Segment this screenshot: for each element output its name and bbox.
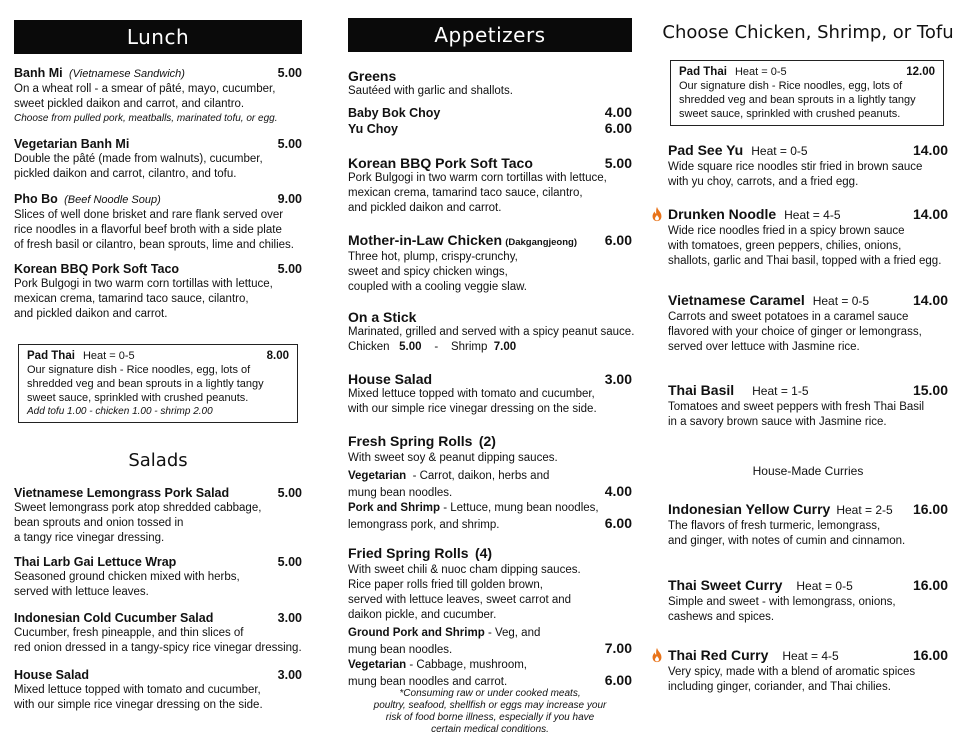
item-desc: and pickled daikon and carrot.: [14, 308, 168, 320]
food-safety-disclaimer: [348, 688, 632, 736]
item-name: Pad Thai: [679, 66, 727, 78]
item-desc: Three hot, plump, crispy-crunchy,: [348, 251, 518, 263]
item-count: (4): [474, 545, 493, 561]
item-price: 6.00: [604, 232, 632, 248]
disclaimer-line: risk of food borne illness, especially if you have: [385, 712, 595, 723]
item-desc: Sautéed with garlic and shallots.: [348, 85, 513, 97]
pad-thai-main-box: [670, 60, 944, 126]
item-desc: served over lettuce with Jasmine rice.: [668, 341, 860, 353]
item-desc: pickled daikon and carrot, cilantro, and tofu.: [14, 168, 237, 180]
item-heat: Heat = 0-5: [751, 144, 808, 158]
chicken-label: Chicken: [348, 341, 390, 353]
item-price: 8.00: [266, 350, 289, 362]
item-price: 12.00: [906, 66, 935, 78]
item-price: 5.00: [277, 137, 302, 151]
menu-item-lemongrass-pork-salad: [14, 486, 302, 546]
option-name: Pork and Shrimp: [348, 502, 441, 514]
item-desc: sweet sauce, sprinkled with crushed peanuts.: [679, 108, 901, 120]
item-name: Pad See Yu: [668, 142, 744, 158]
menu-item-mother-in-law-chicken: [348, 233, 632, 295]
option-name: Baby Bok Choy: [348, 106, 441, 120]
item-desc: Marinated, grilled and served with a spicy peanut sauce.: [348, 326, 635, 338]
item-name: Pho Bo: [14, 192, 58, 206]
item-name: Banh Mi: [14, 66, 63, 80]
item-note: Choose from pulled pork, meatballs, marinated tofu, or egg.: [14, 113, 278, 124]
item-desc: served with lettuce leaves, sweet carrot and: [348, 594, 572, 606]
item-heat: Heat = 0-5: [812, 294, 870, 308]
item-desc: of fresh basil or cilantro, bean sprouts, lime and chilies.: [14, 239, 294, 251]
menu-item-on-a-stick: [348, 309, 635, 355]
option-price: 6.00: [604, 515, 632, 531]
item-desc: mexican crema, tamarind taco sauce, cilantro,: [348, 187, 583, 199]
item-name: Vegetarian Banh Mi: [14, 137, 130, 151]
item-desc: Double the pâté (made from walnuts), cucumber,: [14, 153, 263, 165]
menu-item-larb-gai: [14, 555, 302, 600]
option-desc: - Cabbage, mushroom,: [409, 659, 527, 671]
fried-veg-line: [348, 658, 632, 673]
item-desc: Our signature dish - Rice noodles, egg, lots of: [679, 80, 903, 92]
item-desc: and ginger, with notes of cumin and cinnamon.: [668, 535, 906, 547]
item-desc: in a savory brown sauce with Jasmine rice.: [668, 416, 887, 428]
item-desc: Pork Bulgogi in two warm corn tortillas with lettuce,: [348, 172, 607, 184]
item-name: Fresh Spring Rolls: [348, 433, 473, 449]
item-desc: Sweet lemongrass pork atop shredded cabbage,: [14, 502, 262, 514]
menu-item-greens: [348, 69, 632, 137]
item-desc: Pork Bulgogi in two warm corn tortillas with lettuce,: [14, 278, 273, 290]
curries-heading: House-Made Curries: [752, 464, 864, 478]
item-price: 14.00: [912, 142, 948, 158]
menu-item-pad-see-yu: [668, 143, 948, 190]
item-desc: Seasoned ground chicken mixed with herbs,: [14, 571, 240, 583]
item-price: 3.00: [604, 371, 632, 387]
item-desc: with tomatoes, green peppers, chilies, onions,: [668, 240, 902, 252]
item-name: House Salad: [14, 668, 90, 682]
item-price: 5.00: [604, 155, 632, 171]
item-desc: sweet and spicy chicken wings,: [348, 266, 508, 278]
flame-icon: [650, 647, 664, 663]
lunch-heading: Lunch: [14, 20, 302, 54]
option-desc: mung bean noodles.: [348, 644, 453, 656]
option-name: Vegetarian: [348, 470, 407, 482]
item-desc: Rice paper rolls fried till golden brown,: [348, 579, 543, 591]
menu-item-thai-basil: [668, 383, 948, 430]
fresh-ps-line: [348, 501, 632, 516]
item-desc: On a wheat roll - a smear of pâté, mayo, cucumber,: [14, 83, 276, 95]
item-name: Thai Sweet Curry: [668, 577, 783, 593]
chicken-price: 5.00: [399, 341, 422, 353]
disclaimer-line: certain medical conditions.: [431, 724, 549, 735]
item-desc: Simple and sweet - with lemongrass, onions,: [668, 596, 896, 608]
item-count: (2): [478, 433, 496, 449]
item-desc: bean sprouts and onion tossed in: [14, 517, 184, 529]
item-name: Greens: [348, 68, 397, 84]
appetizers-column: [348, 0, 635, 742]
option-price: 4.00: [604, 104, 632, 120]
option-desc: - Lettuce, mung bean noodles,: [443, 502, 599, 514]
item-desc: daikon pickle, and cucumber.: [348, 609, 497, 621]
fresh-veg-line: [348, 469, 632, 484]
menu-item-vietnamese-caramel: [668, 293, 948, 355]
item-desc: with our simple rice vinegar dressing on the side.: [14, 699, 263, 711]
item-desc: coupled with a cooling veggie slaw.: [348, 281, 528, 293]
item-desc: shallots, garlic and Thai basil, topped with a fried egg.: [668, 255, 942, 267]
item-name: House Salad: [348, 371, 433, 387]
item-desc: red onion dressed in a tangy-spicy rice vinegar dressing.: [14, 642, 302, 654]
item-name: Korean BBQ Pork Soft Taco: [348, 155, 533, 171]
separator: -: [434, 341, 439, 353]
item-note: Add tofu 1.00 - chicken 1.00 - shrimp 2.00: [27, 406, 213, 417]
item-name: Pad Thai: [27, 350, 75, 362]
item-desc: Wide square rice noodles stir fried in brown sauce: [668, 161, 923, 173]
item-name: Fried Spring Rolls: [348, 545, 469, 561]
item-name: Thai Larb Gai Lettuce Wrap: [14, 555, 177, 569]
item-name: Korean BBQ Pork Soft Taco: [14, 262, 180, 276]
option-price: 6.00: [604, 672, 632, 688]
item-desc: Our signature dish - Rice noodles, egg, lots of: [27, 364, 251, 376]
option-name: Yu Choy: [348, 122, 399, 136]
option-desc: - Carrot, daikon, herbs and: [412, 470, 550, 482]
shrimp-price: 7.00: [493, 341, 517, 353]
item-price: 3.00: [277, 611, 302, 625]
item-desc: sweet pickled daikon and carrot, and cilantro.: [14, 98, 245, 110]
menu-item-vegetarian-banh-mi: [14, 137, 302, 182]
item-desc: mexican crema, tamarind taco sauce, cilantro,: [14, 293, 249, 305]
shrimp-label: Shrimp: [450, 341, 488, 353]
fried-gp-line: [348, 626, 632, 641]
item-name: Thai Red Curry: [668, 647, 769, 663]
flame-icon: [650, 206, 664, 222]
menu-item-pho-bo: [14, 192, 302, 253]
item-desc: a tangy rice vinegar dressing.: [14, 532, 165, 544]
disclaimer-line: poultry, seafood, shellfish or eggs may increase your: [373, 700, 607, 711]
item-price: 16.00: [912, 501, 948, 517]
item-heat: Heat = 4-5: [784, 208, 841, 222]
menu-item-fried-spring-rolls: [348, 546, 632, 690]
item-price: 9.00: [277, 192, 302, 206]
item-desc: sweet sauce, sprinkled with crushed peanuts.: [27, 392, 249, 404]
option-name: Vegetarian: [348, 659, 407, 671]
option-price: 7.00: [604, 640, 632, 656]
item-desc: Very spicy, made with a blend of aromatic spices: [668, 666, 916, 678]
item-desc: with yu choy, carrots, and a fried egg.: [668, 176, 859, 188]
menu-item-yellow-curry: [668, 502, 948, 549]
item-price: 14.00: [912, 206, 948, 222]
option-desc: mung bean noodles and carrot.: [348, 676, 508, 688]
mains-column: [662, 0, 954, 742]
item-name: Drunken Noodle: [668, 206, 777, 222]
item-desc: rice noodles in a flavorful beef broth with a side plate: [14, 224, 282, 236]
item-price: 5.00: [277, 555, 302, 569]
item-desc: shredded veg and bean sprouts in a lightly tangy: [679, 94, 916, 106]
menu-item-drunken-noodle: [668, 207, 948, 269]
item-price: 16.00: [912, 577, 948, 593]
appetizers-heading: Appetizers: [348, 18, 632, 52]
item-desc: cashews and spices.: [668, 611, 775, 623]
item-heat: Heat = 1-5: [752, 384, 809, 398]
item-desc: Carrots and sweet potatoes in a caramel sauce: [668, 311, 909, 323]
item-desc: With sweet soy & peanut dipping sauces.: [348, 452, 558, 464]
menu-item-banh-mi: [14, 66, 302, 125]
item-name: Vietnamese Caramel: [668, 292, 805, 308]
option-price: 4.00: [604, 483, 632, 499]
option-desc: - Veg, and: [487, 627, 541, 639]
item-heat: Heat = 2-5: [836, 503, 893, 517]
pad-thai-box: [18, 344, 298, 423]
item-name: Mother-in-Law Chicken: [348, 232, 503, 248]
item-desc: Slices of well done brisket and rare flank served over: [14, 209, 284, 221]
item-desc: Mixed lettuce topped with tomato and cucumber,: [14, 684, 261, 696]
menu-item-cucumber-salad: [14, 611, 302, 656]
item-desc: flavored with your choice of ginger or lemongrass,: [668, 326, 922, 338]
item-price: 5.00: [277, 486, 302, 500]
option-desc: mung bean noodles.: [348, 487, 453, 499]
menu-item-house-salad-app: [348, 372, 632, 417]
option-desc: lemongrass pork, and shrimp.: [348, 519, 500, 531]
item-subtitle: (Beef Noodle Soup): [64, 194, 161, 206]
item-price: 16.00: [912, 647, 948, 663]
item-desc: including ginger, coriander, and Thai chilies.: [668, 681, 891, 693]
item-desc: Tomatoes and sweet peppers with fresh Thai Basil: [668, 401, 925, 413]
item-desc: Mixed lettuce topped with tomato and cucumber,: [348, 388, 595, 400]
salads-heading: Salads: [128, 450, 188, 471]
item-heat: Heat = 4-5: [782, 649, 839, 663]
item-heat: Heat = 0-5: [734, 66, 787, 78]
menu-item-sweet-curry: [668, 578, 948, 625]
item-price: 3.00: [277, 668, 302, 682]
item-desc: and pickled daikon and carrot.: [348, 202, 502, 214]
option-name: Ground Pork and Shrimp: [348, 627, 485, 639]
item-name: On a Stick: [348, 309, 417, 325]
menu-item-korean-taco: [14, 262, 302, 322]
item-name: Vietnamese Lemongrass Pork Salad: [14, 486, 230, 500]
item-heat: Heat = 0-5: [796, 579, 853, 593]
item-price: 15.00: [912, 382, 948, 398]
item-desc: served with lettuce leaves.: [14, 586, 149, 598]
item-price: 14.00: [912, 292, 948, 308]
option-price: 6.00: [604, 120, 632, 136]
item-heat: Heat = 0-5: [82, 350, 135, 362]
item-name: Indonesian Cold Cucumber Salad: [14, 611, 214, 625]
item-desc: Cucumber, fresh pineapple, and thin slices of: [14, 627, 244, 639]
menu-item-house-salad: [14, 668, 302, 713]
item-name: Indonesian Yellow Curry: [668, 501, 831, 517]
stick-prices: [348, 340, 632, 355]
menu-item-korean-taco-app: [348, 156, 632, 216]
menu-item-red-curry: [668, 648, 948, 695]
item-name: Thai Basil: [668, 382, 735, 398]
item-price: 5.00: [277, 66, 302, 80]
item-desc: With sweet chili & nuoc cham dipping sauces.: [348, 564, 581, 576]
item-subtitle: (Dakgangjeong): [505, 237, 577, 248]
disclaimer-line: *Consuming raw or under cooked meats,: [399, 688, 581, 699]
menu-item-fresh-spring-rolls: [348, 434, 632, 533]
lunch-column: [14, 0, 302, 742]
mains-heading: Choose Chicken, Shrimp, or Tofu: [662, 22, 954, 43]
item-desc: with our simple rice vinegar dressing on the side.: [348, 403, 597, 415]
item-subtitle: (Vietnamese Sandwich): [69, 68, 185, 80]
item-desc: The flavors of fresh turmeric, lemongrass,: [668, 520, 881, 532]
item-price: 5.00: [277, 262, 302, 276]
item-desc: shredded veg and bean sprouts in a lightly tangy: [27, 378, 264, 390]
item-desc: Wide rice noodles fried in a spicy brown sauce: [668, 225, 905, 237]
